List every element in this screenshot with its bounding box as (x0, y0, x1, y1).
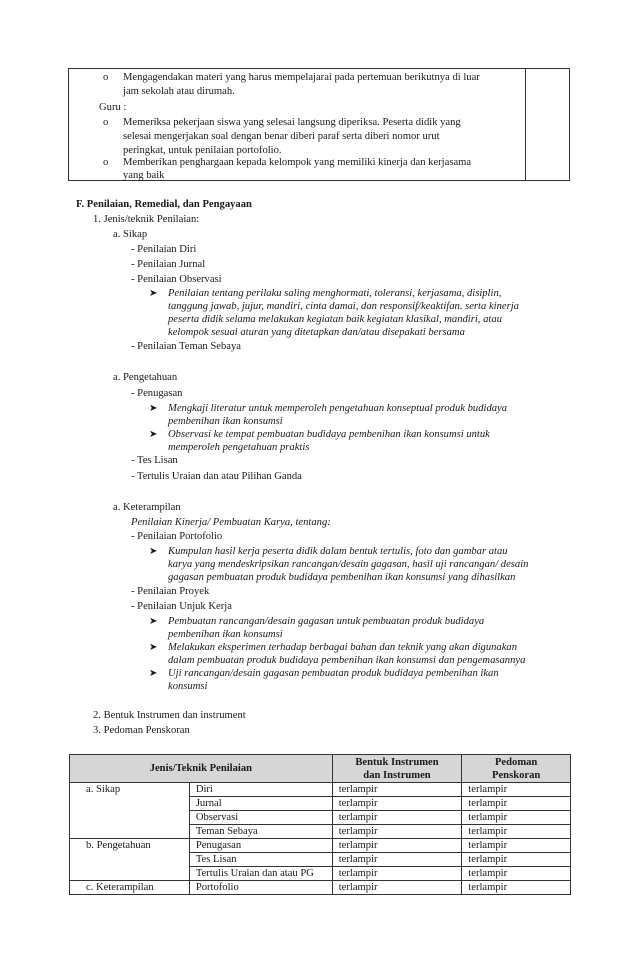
sikap-label: a. Sikap (113, 229, 148, 240)
list-marker: o (103, 157, 109, 168)
cell-pedoman: terlampir (462, 797, 571, 811)
keterampilan-subtitle: Penilaian Kinerja/ Pembuatan Karya, tentang: (131, 517, 331, 528)
guru-item-line: Memeriksa pekerjaan siswa yang selesai langsung diperiksa. Peserta didik yang (123, 117, 461, 128)
cell-teknik: Tertulis Uraian dan atau PG (189, 867, 332, 881)
table-row (70, 797, 571, 811)
guru-item-line: peringkat, untuk penilaian portofolio. (123, 145, 282, 156)
keterampilan-item: - Penilaian Unjuk Kerja (131, 601, 232, 612)
unjuk-kerja-desc: Uji rancangan/desain gagasan pembuatan produk budidaya pembenihan ikan konsumsi (168, 668, 499, 692)
cell-bentuk: terlampir (332, 797, 462, 811)
cell-cat (70, 853, 190, 867)
cell-pedoman: terlampir (462, 867, 571, 881)
cell-bentuk: terlampir (332, 811, 462, 825)
unjuk-kerja-desc: Melakukan eksperimen terhadap berbagai bahan dan teknik yang akan digunakan dalam pembuatan produk budidaya pembenihan ikan konsumsi dan pengemasannya (168, 642, 526, 666)
list-item-3: 3. Pedoman Penskoran (93, 725, 190, 736)
student-item-line: Mengagendakan materi yang harus mempelajarai pada pertemuan berikutnya di luar (123, 72, 480, 83)
keterampilan-item: - Penilaian Portofolio (131, 531, 223, 542)
sikap-item: - Penilaian Teman Sebaya (131, 341, 241, 352)
scoring-table-body (70, 783, 571, 895)
cell-cat: a. Sikap (70, 783, 190, 797)
cell-pedoman: terlampir (462, 825, 571, 839)
cell-cat: c. Keterampilan (70, 881, 190, 895)
arrow-bullet-icon: ➤ (149, 403, 158, 414)
cell-bentuk: terlampir (332, 825, 462, 839)
pengetahuan-item: - Penugasan (131, 388, 183, 399)
sikap-item: - Penilaian Observasi (131, 274, 222, 285)
cell-teknik: Tes Lisan (189, 853, 332, 867)
penugasan-desc: Observasi ke tempat pembuatan budidaya pembenihan ikan konsumsi untuk memperoleh pengetahuan praktis (168, 429, 490, 453)
arrow-bullet-icon: ➤ (149, 429, 158, 440)
cell-pedoman: terlampir (462, 881, 571, 895)
table-row (70, 867, 571, 881)
cell-bentuk: terlampir (332, 867, 462, 881)
activity-table (68, 68, 570, 181)
guru-item-line: yang baik (123, 170, 165, 181)
pengetahuan-item: - Tertulis Uraian dan atau Pilihan Ganda (131, 471, 302, 482)
table-row (70, 853, 571, 867)
arrow-bullet-icon: ➤ (149, 546, 158, 557)
header-bentuk: Bentuk Instrumen dan Instrumen (332, 755, 462, 783)
list-item-1: 1. Jenis/teknik Penilaian: (93, 214, 200, 225)
cell-bentuk: terlampir (332, 853, 462, 867)
keterampilan-item: - Penilaian Proyek (131, 586, 210, 597)
cell-teknik: Jurnal (189, 797, 332, 811)
unjuk-kerja-desc: Pembuatan rancangan/desain gagasan untuk pembuatan produk budidaya pembenihan ikan konsumsi (168, 616, 485, 640)
sikap-item: - Penilaian Jurnal (131, 259, 206, 270)
table-row (70, 811, 571, 825)
header-pedoman: Pedoman Penskoran (462, 755, 571, 783)
arrow-bullet-icon: ➤ (149, 288, 158, 299)
table-divider (525, 69, 526, 180)
cell-bentuk: terlampir (332, 839, 462, 853)
guru-item-line: Memberikan penghargaan kepada kelompok yang memiliki kinerja dan kerjasama (123, 157, 472, 168)
table-row (70, 783, 571, 797)
cell-cat (70, 825, 190, 839)
list-item-2: 2. Bentuk Instrumen dan instrument (93, 710, 246, 721)
cell-teknik: Teman Sebaya (189, 825, 332, 839)
portofolio-desc: Kumpulan hasil kerja peserta didik dalam bentuk tertulis, foto dan gambar atau karya yang mendeskripsikan rancangan/desain gagasan, hasil uji rancangan/ desain gagasan pembuatan produk budidaya pembenihan ikan konsumsi yang dihasilkan (168, 546, 529, 583)
header-teknik: Jenis/Teknik Penilaian (70, 755, 333, 783)
penugasan-desc: Mengkaji literatur untuk memperoleh pengetahuan konseptual produk budidaya pembenihan ikan konsumsi (168, 403, 508, 427)
arrow-bullet-icon: ➤ (149, 616, 158, 627)
table-row (70, 825, 571, 839)
sikap-item: - Penilaian Diri (131, 244, 197, 255)
table-row (70, 881, 571, 895)
student-item-line: jam sekolah atau dirumah. (123, 86, 235, 97)
cell-cat: b. Pengetahuan (70, 839, 190, 853)
table-row (70, 839, 571, 853)
cell-bentuk: terlampir (332, 783, 462, 797)
scoring-table (69, 754, 571, 895)
arrow-bullet-icon: ➤ (149, 668, 158, 679)
cell-teknik: Observasi (189, 811, 332, 825)
cell-teknik: Penugasan (189, 839, 332, 853)
guru-item-line: selesai mengerjakan soal dengan benar diberi paraf serta diberi nomor urut (123, 131, 440, 142)
keterampilan-label: a. Keterampilan (113, 502, 181, 513)
arrow-bullet-icon: ➤ (149, 642, 158, 653)
pengetahuan-item: - Tes Lisan (131, 455, 178, 466)
cell-pedoman: terlampir (462, 839, 571, 853)
observasi-desc: Penilaian tentang perilaku saling menghormati, toleransi, kerjasama, disiplin, tanggung jawab, jujur, mandiri, cinta damai, dan responsif/keaktifan. serta kinerja peserta didik selama melakukan kegiatan baik kegiatan klasikal, mandiri, atau kelompok sesuai aturan yang ditetapkan dan/atau disepakati bersama (168, 288, 519, 338)
cell-teknik: Portofolio (189, 881, 332, 895)
section-heading: F. Penilaian, Remedial, dan Pengayaan (76, 199, 252, 210)
guru-label: Guru : (99, 102, 127, 113)
cell-cat (70, 797, 190, 811)
cell-teknik: Diri (189, 783, 332, 797)
cell-pedoman: terlampir (462, 811, 571, 825)
cell-pedoman: terlampir (462, 783, 571, 797)
list-marker: o (103, 72, 109, 83)
list-marker: o (103, 117, 109, 128)
cell-cat (70, 811, 190, 825)
pengetahuan-label: a. Pengetahuan (113, 372, 178, 383)
cell-bentuk: terlampir (332, 881, 462, 895)
cell-cat (70, 867, 190, 881)
cell-pedoman: terlampir (462, 853, 571, 867)
